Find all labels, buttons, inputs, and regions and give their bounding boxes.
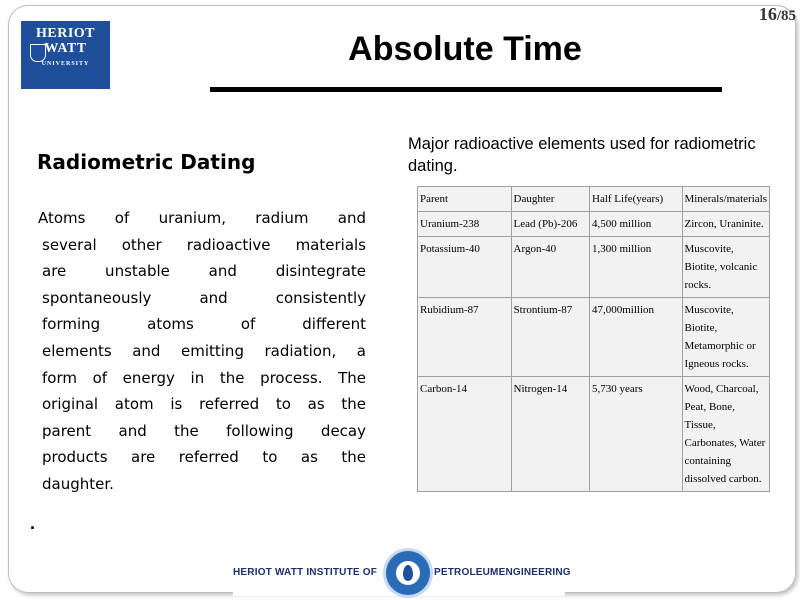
table-cell: Argon-40	[511, 237, 589, 298]
title-underline	[210, 87, 722, 92]
header-cell: Daughter	[511, 187, 589, 212]
logo-line-2: WATT	[44, 41, 87, 56]
body-line: elements and emitting radiation, a	[42, 341, 366, 360]
body-line: Atoms of uranium, radium and	[38, 209, 366, 227]
table-cell: Wood, Charcoal, Peat, Bone, Tissue, Carbonates, Water containing dissolved carbon.	[682, 377, 769, 492]
table-cell: Potassium-40	[418, 237, 512, 298]
table-cell: Strontium-87	[511, 298, 589, 377]
table-cell: 47,000million	[590, 298, 683, 377]
page-title: Absolute Time	[348, 30, 582, 68]
table-cell: Carbon-14	[418, 377, 512, 492]
table-caption: Major radioactive elements used for radiometric dating.	[408, 135, 756, 175]
table-row	[418, 237, 770, 298]
table-cell: Muscovite, Biotite, Metamorphic or Igneous rocks.	[682, 298, 769, 377]
body-line: products are referred to as the	[42, 448, 366, 467]
footer-banner	[233, 549, 571, 596]
body-paragraph	[38, 205, 366, 498]
table-cell: Zircon, Uraninite.	[682, 212, 769, 237]
petroleum-emblem-icon	[386, 551, 430, 595]
table-row	[418, 377, 770, 492]
body-line: several other radioactive materials	[42, 235, 366, 254]
body-line: daughter.	[42, 474, 114, 493]
body-line: spontaneously and consistently	[42, 288, 366, 307]
table-cell: 5,730 years	[590, 377, 683, 492]
table-cell: 1,300 million	[590, 237, 683, 298]
body-line: original atom is referred to as the	[42, 395, 366, 414]
radioactive-elements-table	[417, 186, 770, 492]
body-line: forming atoms of different	[42, 315, 366, 334]
table-cell: Rubidium-87	[418, 298, 512, 377]
table-cell: Lead (Pb)-206	[511, 212, 589, 237]
oil-drop-icon	[403, 565, 413, 581]
table-header-row	[418, 187, 770, 212]
page-current: 16	[758, 4, 777, 24]
table-row	[418, 212, 770, 237]
body-line: parent and the following decay	[42, 421, 366, 440]
logo-line-1: HERIOT	[35, 26, 95, 41]
crest-icon	[30, 44, 46, 62]
header-cell: Minerals/materials	[682, 187, 769, 212]
logo-line-3: UNIVERSITY	[41, 61, 90, 67]
header-cell: Half Life(years)	[590, 187, 683, 212]
bullet-dot: .	[30, 513, 36, 533]
body-line: form of energy in the process. The	[42, 368, 366, 387]
table-row	[418, 298, 770, 377]
section-heading: Radiometric Dating	[37, 150, 256, 174]
university-logo	[21, 21, 110, 89]
footer-right-text: PETROLEUMENGINEERING	[434, 567, 571, 578]
page-total: /85	[776, 8, 796, 24]
table-cell: Muscovite, Biotite, volcanic rocks.	[682, 237, 769, 298]
page-number	[759, 4, 796, 25]
table-cell: 4,500 million	[590, 212, 683, 237]
header-cell: Parent	[418, 187, 512, 212]
table-cell: Uranium-238	[418, 212, 512, 237]
table-cell: Nitrogen-14	[511, 377, 589, 492]
footer-left-text: HERIOT WATT INSTITUTE OF	[233, 567, 378, 578]
body-line: are unstable and disintegrate	[42, 262, 366, 281]
